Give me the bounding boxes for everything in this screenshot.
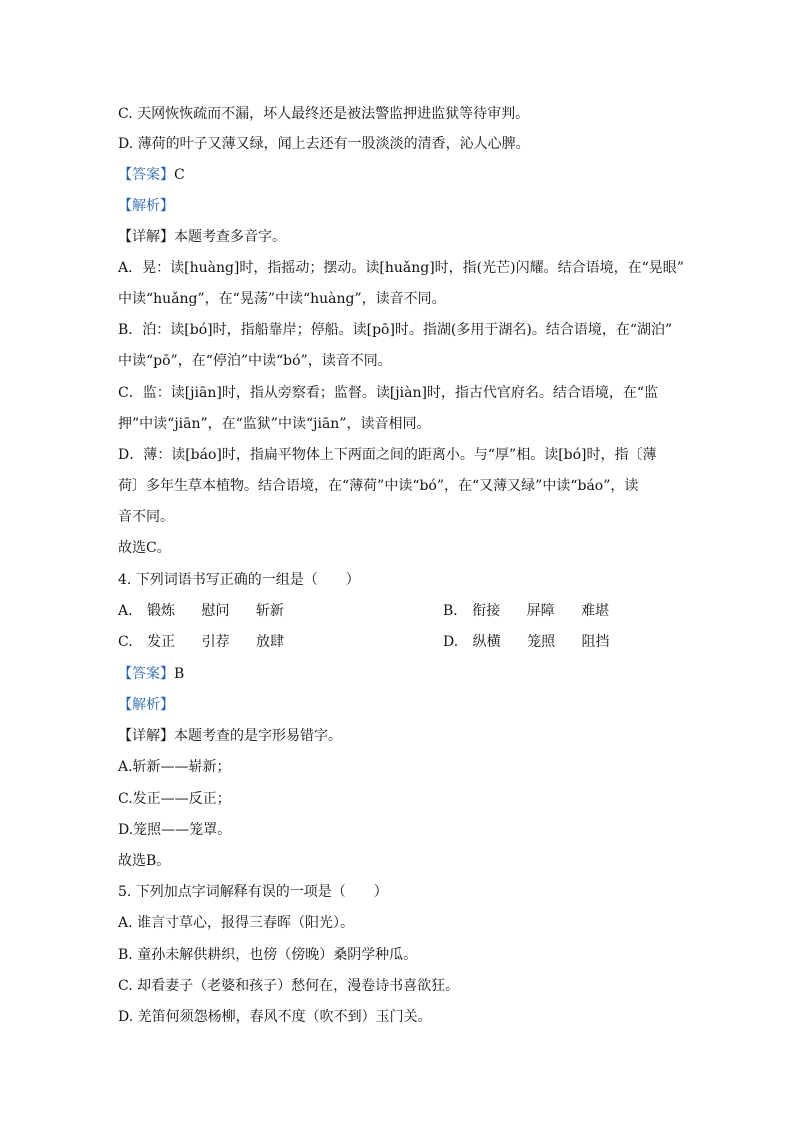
option-word: 发正	[147, 634, 176, 650]
q4-stem: 4. 下列词语书写正确的一组是（ ）	[118, 572, 360, 588]
q4-option-c	[118, 632, 284, 652]
q3-detail-line: 中读“huǎng”，在“晃荡”中读“huàng”，读音不同。	[118, 291, 446, 307]
option-letter: C.	[118, 634, 133, 650]
q4-detail	[118, 726, 684, 746]
q3-detail-line: 押”中读“jiān”，在“监狱”中读“jiān”，读音相同。	[118, 416, 431, 432]
q5-option-a: A. 谁言寸草心，报得三春晖（阳光）。	[118, 915, 355, 931]
q4-correction: D.笼照——笼罩。	[118, 822, 232, 838]
q5-option-b: B. 童孙未解供耕织，也傍（傍晚）桑阴学种瓜。	[118, 947, 418, 963]
option-word: 难堪	[581, 603, 610, 619]
answer-tag: 【答案】	[118, 666, 174, 682]
option-word: 屏障	[526, 603, 555, 619]
q3-answer	[118, 165, 684, 185]
option-letter: A.	[118, 603, 133, 619]
q4-option-d	[443, 632, 610, 652]
detail-tag: 【详解】	[118, 229, 174, 245]
option-word: 斩新	[255, 603, 284, 619]
detail-tag: 【详解】	[118, 728, 174, 744]
q3-detail	[118, 227, 684, 247]
q4-answer	[118, 664, 684, 684]
answer-tag: 【答案】	[118, 167, 174, 183]
option-word: 放肆	[256, 634, 285, 650]
q4-option-a	[118, 601, 284, 621]
answer-value: B	[174, 666, 185, 682]
option-word: 笼照	[527, 634, 556, 650]
q3-analysis-tag: 【解析】	[118, 198, 174, 214]
q3-detail-line: B．泊：读[bó]时，指船靠岸；停船。读[pō]时。指湖(多用于湖名)。结合语境，在“湖泊”	[118, 322, 673, 338]
q3-detail-line: 中读“pō”，在“停泊”中读“bó”，读音不同。	[118, 353, 392, 369]
detail-intro: 本题考查多音字。	[174, 229, 286, 245]
option-word: 纵横	[472, 634, 501, 650]
q4-analysis-tag: 【解析】	[118, 697, 174, 713]
option-word: 慰问	[201, 603, 230, 619]
q3-detail-line: D．薄：读[báo]时，指扁平物体上下两面之间的距离小。与“厚”相。读[bó]时，指〔薄	[118, 447, 657, 463]
q3-detail-line: A．晃：读[huàng]时，指摇动；摆动。读[huǎng]时，指(光芒)闪耀。结合语境，在“晃眼”	[118, 260, 684, 276]
option-word: 衔接	[472, 603, 501, 619]
option-letter: D.	[443, 634, 459, 650]
answer-value: C	[174, 167, 185, 183]
q4-option-b	[443, 601, 609, 621]
detail-intro: 本题考查的是字形易错字。	[174, 728, 342, 744]
option-word: 引荐	[201, 634, 230, 650]
q5-stem: 5. 下列加点字词解释有误的一项是（ ）	[118, 884, 388, 900]
option-word: 锻炼	[147, 603, 176, 619]
q4-correction: A.斩新——崭新；	[118, 759, 231, 775]
q3-conclusion: 故选C。	[118, 540, 171, 556]
q5-option-c: C. 却看妻子（老婆和孩子）愁何在，漫卷诗书喜欲狂。	[118, 978, 460, 994]
q3-option-c: C. 天网恢恢疏而不漏，坏人最终还是被法警监押进监狱等待审判。	[118, 106, 530, 122]
q3-detail-line: C．监：读[jiān]时，指从旁察看；监督。读[jiàn]时，指古代官府名。结合语境，在“监	[118, 385, 659, 401]
option-word: 阻挡	[581, 634, 610, 650]
q4-conclusion: 故选B。	[118, 853, 171, 869]
q3-detail-line: 音不同。	[118, 509, 174, 525]
q4-correction: C.发正——反正；	[118, 791, 231, 807]
q3-detail-line: 荷〕多年生草本植物。结合语境，在“薄荷”中读“bó”，在“又薄又绿”中读“báo”，读	[118, 478, 639, 494]
option-letter: B.	[443, 603, 458, 619]
q5-option-d: D. 羌笛何须怨杨柳，春风不度（吹不到）玉门关。	[118, 1009, 432, 1025]
q3-option-d: D. 薄荷的叶子又薄又绿，闻上去还有一股淡淡的清香，沁人心脾。	[118, 136, 530, 152]
